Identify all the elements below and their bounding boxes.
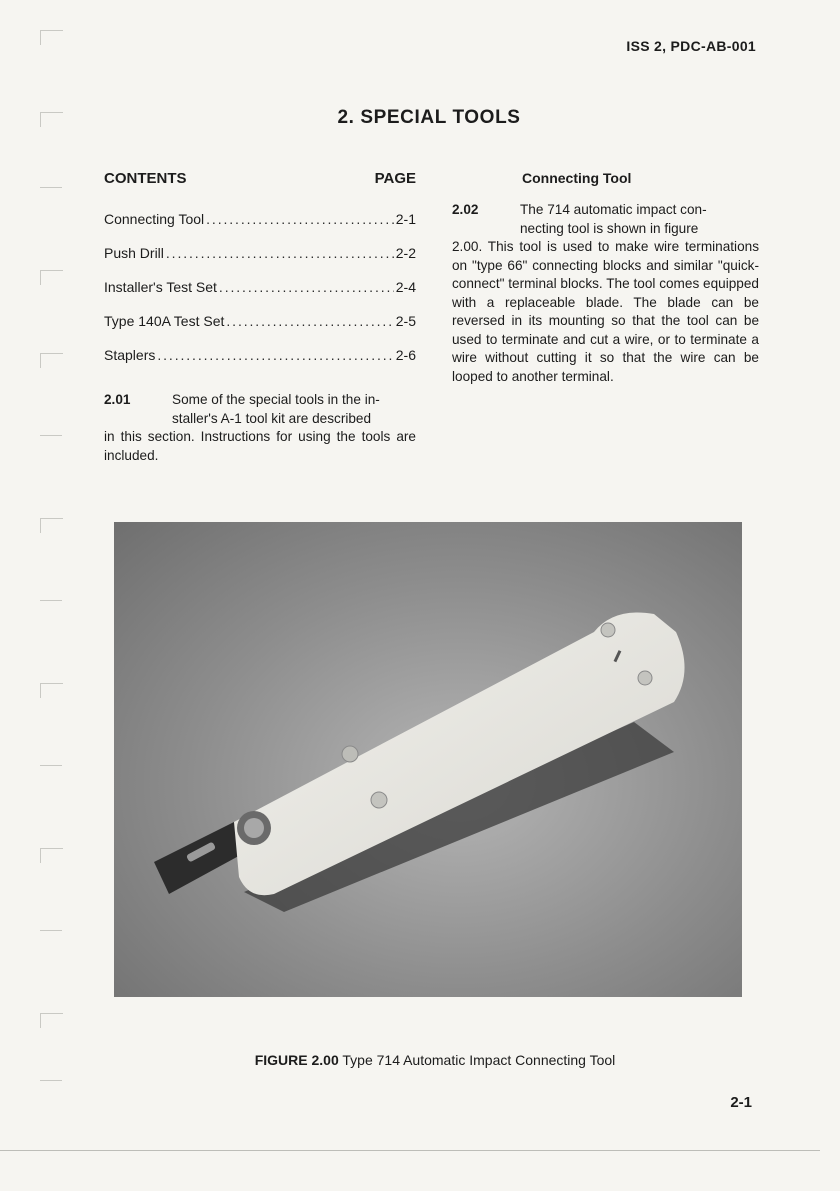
impact-tool-illustration (114, 522, 742, 997)
paragraph-number: 2.02 (452, 202, 479, 217)
paragraph-body: 2.00. This tool is used to make wire terminations on "type 66" connecting blocks and similar "quick-connect" terminal blocks. The tool comes equipped with a replaceable blade. The blade can be reversed in its mounting so that the tool can be used to terminate and cut a wire, or to terminate a wire without cutting it so that the wire can be looped to another terminal. (452, 239, 759, 384)
toc-item[interactable] (104, 211, 416, 245)
toc-item[interactable] (104, 245, 416, 279)
paragraph-body: in this section. Instructions for using the tools are included. (104, 429, 416, 463)
paragraph-number: 2.01 (104, 392, 131, 407)
paragraph-first-line: The 714 automatic impact con- (520, 202, 707, 217)
toc-item-page: 2-1 (395, 211, 416, 227)
toc-item-label: Push Drill (104, 245, 164, 261)
toc-item[interactable] (104, 347, 416, 381)
right-column (452, 170, 759, 386)
toc-leader-dots (166, 245, 394, 261)
toc-item-label: Installer's Test Set (104, 279, 217, 295)
paragraph-2-02 (452, 201, 759, 386)
figure-photo-impact-tool (114, 522, 742, 997)
toc-leader-dots (219, 279, 394, 295)
document-id: ISS 2, PDC-AB-001 (626, 38, 756, 54)
toc-item-label: Type 140A Test Set (104, 313, 225, 329)
toc-item-page: 2-5 (395, 313, 416, 329)
toc-item-page: 2-4 (395, 279, 416, 295)
page-number: 2-1 (730, 1094, 752, 1111)
toc-item[interactable] (104, 279, 416, 313)
paragraph-2-01 (104, 391, 416, 465)
toc-item[interactable] (104, 313, 416, 347)
figure-caption-text: Type 714 Automatic Impact Connecting Tool (342, 1052, 616, 1068)
figure-label: FIGURE 2.00 (254, 1052, 339, 1068)
section-title: 2. SPECIAL TOOLS (337, 107, 521, 128)
paragraph-first-line: Some of the special tools in the in- (172, 392, 380, 407)
toc-leader-dots (226, 313, 393, 329)
table-of-contents (104, 211, 416, 381)
paragraph-second-line: staller's A-1 tool kit are described (172, 410, 372, 426)
toc-item-label: Staplers (104, 347, 156, 363)
toc-item-page: 2-2 (395, 245, 416, 261)
figure-caption (0, 1052, 840, 1068)
paragraph-second-line: necting tool is shown in figure (520, 220, 699, 236)
contents-header (104, 170, 416, 192)
contents-heading: CONTENTS (104, 170, 187, 187)
page-heading: PAGE (374, 170, 416, 187)
left-column (104, 170, 416, 465)
toc-leader-dots (206, 211, 394, 227)
connecting-tool-heading: Connecting Tool (522, 170, 632, 186)
toc-leader-dots (157, 347, 393, 363)
binder-edge-marks (40, 20, 70, 1120)
toc-item-label: Connecting Tool (104, 211, 205, 227)
toc-item-page: 2-6 (395, 347, 416, 363)
bottom-rule (0, 1150, 820, 1151)
